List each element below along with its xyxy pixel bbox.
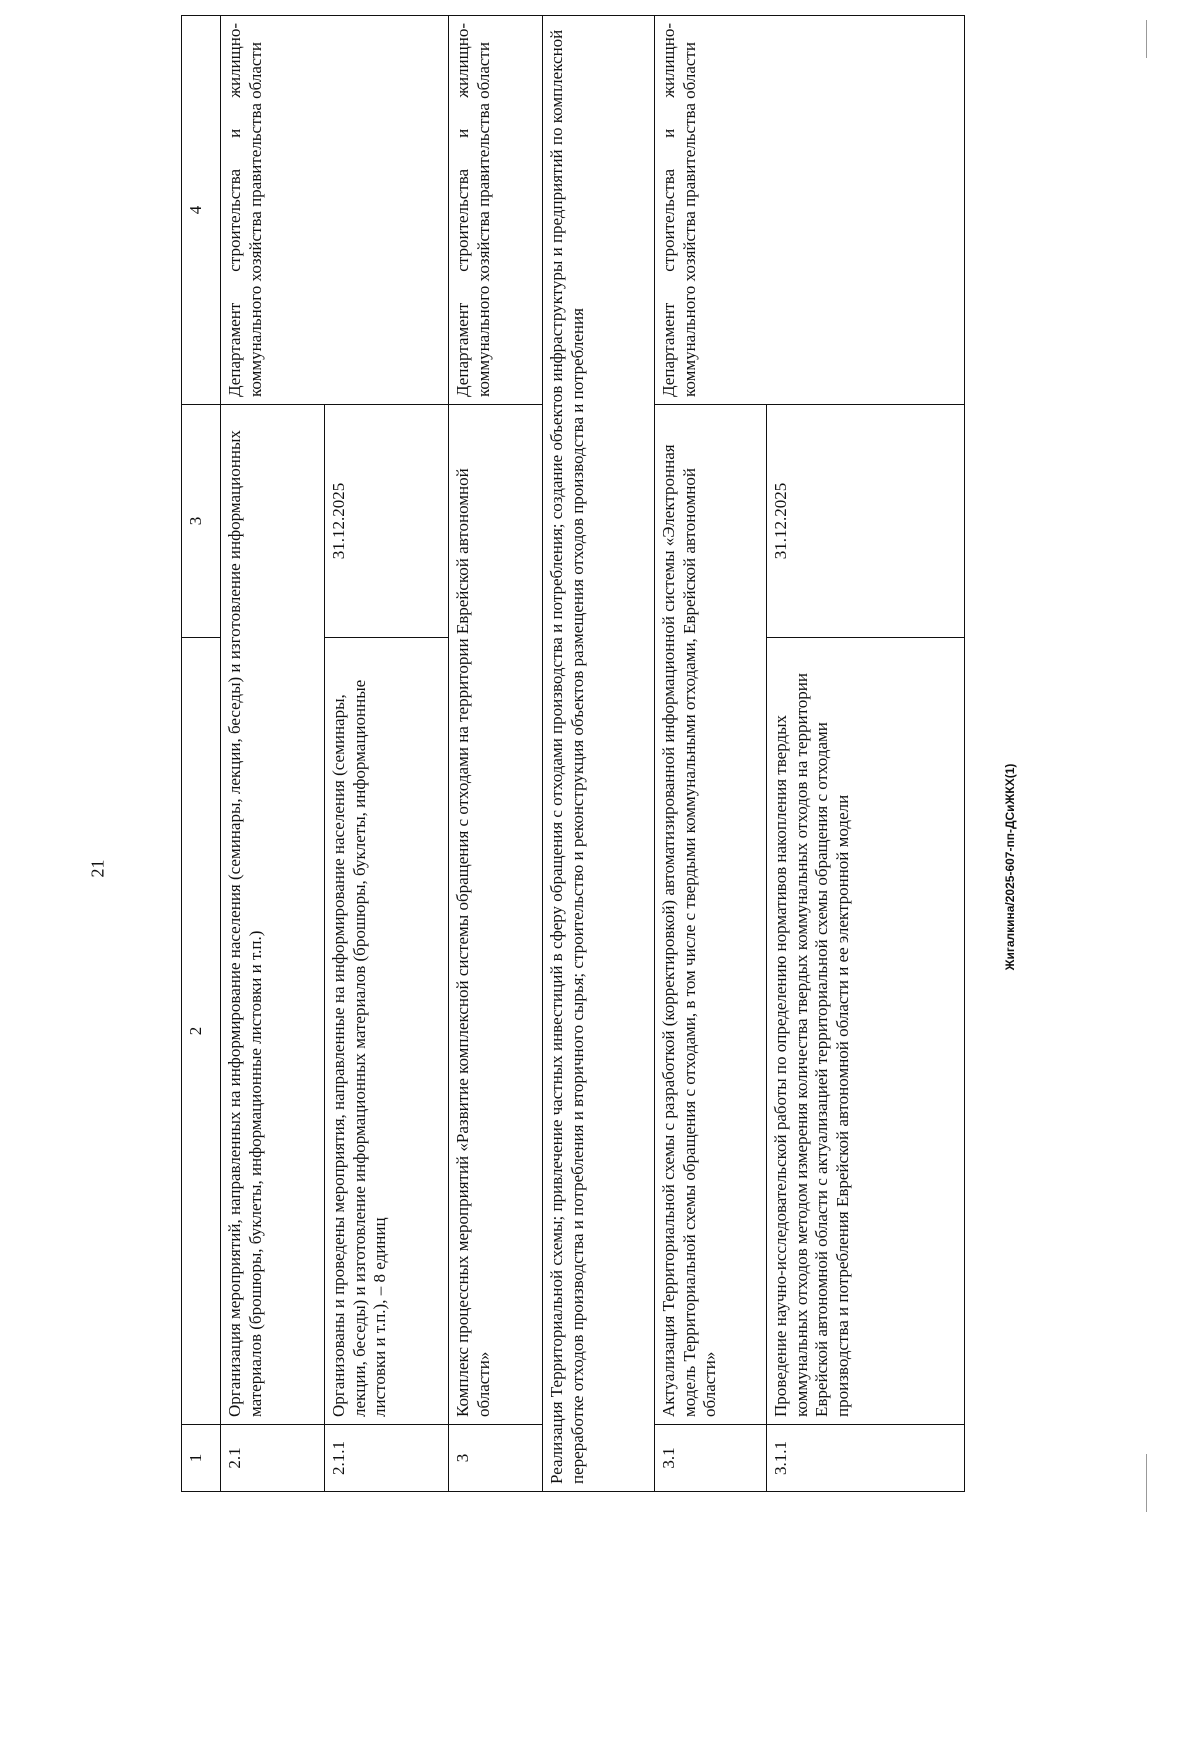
row-description: Проведение научно-исследовательской работы по определению нормативов накопления твердых коммунальных отходов методом измерения количества твердых коммунальных отходов на территории Еврейской автономной области с актуализацией территориальной схемы обращения с отходами производства и потребления Еврейской автономной области и ее электронной модели — [767, 638, 965, 1425]
row-number: 3.1.1 — [767, 1425, 965, 1492]
page-number: 21 — [87, 859, 108, 878]
responsible-department: Департамент строительства и жилищно-коммунального хозяйства правительства области — [221, 16, 449, 405]
due-date: 31.12.2025 — [329, 482, 348, 560]
table-row — [655, 16, 767, 1492]
table-header-row — [182, 16, 221, 1492]
table-row — [543, 16, 655, 1492]
rotated-table-container — [181, 23, 959, 1492]
header-col-4: 4 — [182, 16, 221, 405]
due-date: 31.12.2025 — [771, 482, 790, 560]
task-note: Реализация Территориальной схемы; привлечение частных инвестиций в сферу обращения с отходами производства и потребления; создание объектов инфраструктуры и предприятий по комплексной переработке отходов производства и потребления и вторичного сырья; строительство и реконструкция объектов размещения отходов производства и потребления — [543, 16, 655, 1492]
due-date-cell — [767, 405, 965, 638]
header-col-2: 2 — [182, 638, 221, 1425]
row-number: 3 — [449, 1425, 543, 1492]
row-description: Организованы и проведены мероприятия, направленные на информирование населения (семинары, лекции, беседы) и изготовление информационных материалов (брошюры, буклеты, информационные листовки и т.п.), – 8 единиц — [325, 638, 449, 1425]
activities-table — [181, 15, 965, 1492]
due-date-cell — [325, 405, 449, 638]
table-row — [449, 16, 543, 1492]
row-description: Актуализация Территориальной схемы с разработкой (корректировкой) автоматизированной информационной системы «Электронная модель Территориальной схемы обращения с отходами, в том числе с твердыми коммунальными отходами, Еврейской автономной области» — [655, 405, 767, 1425]
header-col-3: 3 — [182, 405, 221, 638]
row-number: 2.1.1 — [325, 1425, 449, 1492]
table-row — [221, 16, 325, 1492]
responsible-department: Департамент строительства и жилищно-коммунального хозяйства правительства области — [655, 16, 965, 405]
header-col-1: 1 — [182, 1425, 221, 1492]
margin-rule — [1146, 20, 1147, 58]
responsible-department: Департамент строительства и жилищно-коммунального хозяйства правительства области — [449, 16, 543, 405]
row-number: 2.1 — [221, 1425, 325, 1492]
row-number: 3.1 — [655, 1425, 767, 1492]
row-description: Комплекс процессных мероприятий «Развитие комплексной системы обращения с отходами на территории Еврейской автономной области» — [449, 405, 543, 1425]
row-description: Организация мероприятий, направленных на информирование населения (семинары, лекции, беседы) и изготовление информационных материалов (брошюры, буклеты, информационные листовки и т.п.) — [221, 405, 325, 1425]
document-footer: Жигалкина/2025-607-пп-ДСиЖКХ(1) — [1003, 763, 1017, 971]
margin-rule — [1146, 1454, 1147, 1512]
rotated-table-wrapper — [181, 23, 959, 1492]
